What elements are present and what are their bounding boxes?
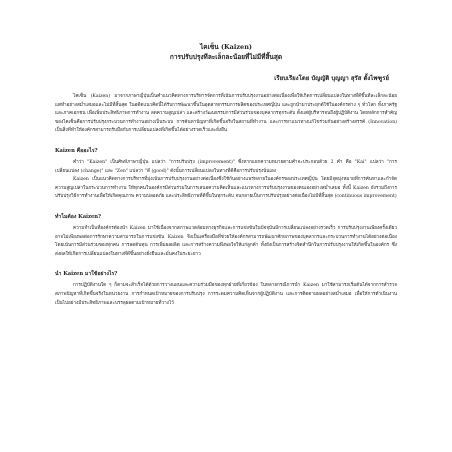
section-paragraph: การปฏิบัติงานใด ๆ ก็ตามจะสำเร็จได้ด้วยการวางแผนและความร่วมมือของทุกฝ่ายที่เกี่ยวข้อง ในหลายกรณีการนำ Kaizen มาใช้สามารถเริ่มต้นได้จากการสำรวจสภาพปัญหาที่เกิดขึ้นจริงในหน่วยงาน การกำหนดเป้าหมายของการปรับปรุง การระดมความคิดเห็นจากผู้ปฏิบัติงาน และการติดตามผลอย่างสม่ำเสมอ เพื่อให้การดำเนินงานเป็นไปอย่างมีประสิทธิภาพและบรรลุผลตามเป้าหมายที่วางไว้ bbox=[55, 283, 397, 306]
intro-paragraph: ไคเซ็น (Kaizen) มาจากภาษาญี่ปุ่นเป็นคำแนวคิดทางการบริหารจัดการที่เน้นการปรับปรุงงานอย่างต่อเนื่องเพื่อให้เกิดการเปลี่ยนแปลงในทางที่ดีขึ้นทีละเล็กละน้อยแต่ทำอย่างสม่ำเสมอและไม่มีที่สิ้นสุด ในอดีตแนวคิดนี้ได้รับการพัฒนาขึ้นในอุตสาหกรรมการผลิตของประเทศญี่ปุ่น และถูกนำมาประยุกต์ใช้ในองค์กรต่าง ๆ ทั่วโลก ทั้งภาครัฐและภาคเอกชน เพื่อเพิ่มประสิทธิภาพการทำงาน ลดความสูญเปล่า และสร้างวัฒนธรรมการมีส่วนร่วมของบุคลากรทุกระดับ ตั้งแต่ผู้บริหารจนถึงผู้ปฏิบัติงาน โดยหลักการสำคัญของไคเซ็นคือการปรับปรุงกระบวนการทำงานอย่างเป็นระบบ การค้นหาปัญหาที่เกิดขึ้นจริงในสถานที่ทำงาน และการหาแนวทางแก้ไขร่วมกันอย่างสร้างสรรค์ (Innovation) เป็นสิ่งที่ทำให้องค์กรสามารถรับมือกับการเปลี่ยนแปลงที่เกิดขึ้นได้อย่างรวดเร็วและยั่งยืน bbox=[55, 94, 397, 134]
section-heading-how-to-apply-kaizen: นำ Kaizen มาใช้อย่างไร? bbox=[55, 271, 118, 278]
document-title: ไคเซ็น (Kaizen) bbox=[200, 43, 252, 51]
section-paragraph: คำว่า "Kaizen" เป็นศัพท์ภาษาญี่ปุ่น แปลว่า "การปรับปรุง (improvement)" ซึ่งหากแยกความหมายตามคำจะประกอบด้วย 2 คำ คือ "Kai" แปลว่า "การเปลี่ยนแปลง (change)" และ "Zen" แปลว่า "ดี (good)" ดังนั้นการเปลี่ยนแปลงในทางที่ดีคือการปรับปรุงนั่นเอง bbox=[55, 159, 397, 174]
section-heading-what-is-kaizen: Kaizen คืออะไร? bbox=[55, 147, 98, 154]
section-paragraph: Kaizen เป็นแนวคิดทางการบริหารที่มุ่งเน้นการปรับปรุงงานอย่างต่อเนื่องซึ่งใช้กันอย่างแพร่หลายในองค์กรของประเทศญี่ปุ่น โดยมีจุดมุ่งหมายที่การค้นหาและกำจัดความสูญเปล่าในกระบวนการทำงาน ให้ทุกคนในองค์กรมีส่วนร่วมในการเสนอความคิดเห็นและแนวทางการปรับปรุงงานของตนเองอย่างสม่ำเสมอ ทั้งนี้ Kaizen ยังรวมถึงการปรับปรุงวิธีการทำงานเพื่อให้เกิดคุณภาพ ความปลอดภัย และประสิทธิภาพที่ดีขึ้นในทุกระดับ จนกลายเป็นการปรับปรุงอย่างต่อเนื่องไม่มีที่สิ้นสุด (continuous improvement) bbox=[55, 177, 397, 200]
document-subtitle: การปรับปรุงทีละเล็กละน้อยที่ไม่มีที่สิ้นสุด bbox=[169, 53, 283, 61]
section-heading-why-kaizen: ทำไมต้อง Kaizen? bbox=[55, 213, 102, 220]
section-paragraph: ความจำเป็นที่องค์กรต้องนำ Kaizen มาใช้เนื่องจากสภาพแวดล้อมทางธุรกิจและการแข่งขันในปัจจุบันมีการเปลี่ยนแปลงอย่างรวดเร็ว การปรับปรุงงานเพียงครั้งเดียวอาจไม่เพียงพอต่อการรักษาความสามารถในการแข่งขัน Kaizen จึงเป็นเครื่องมือที่ช่วยให้องค์กรสามารถพัฒนาศักยภาพของบุคลากรและกระบวนการทำงานได้อย่างต่อเนื่อง โดยเน้นการมีส่วนร่วมของทุกคน การลดต้นทุน การเพิ่มผลผลิต และการสร้างความพึงพอใจให้แก่ลูกค้า ทั้งยังเป็นการสร้างจิตสำนึกในการปรับปรุงงานให้เกิดขึ้นในองค์กร ซึ่งส่งผลให้เกิดการเปลี่ยนแปลงในทางที่ดีขึ้นอย่างยั่งยืนและมั่นคงในระยะยาว bbox=[55, 225, 397, 257]
document-authors: เรียบเรียงโดย บัญญัติ บุญญา สุรัส ตั้งไพฑูรย์ bbox=[274, 75, 389, 82]
title-block bbox=[55, 42, 397, 62]
